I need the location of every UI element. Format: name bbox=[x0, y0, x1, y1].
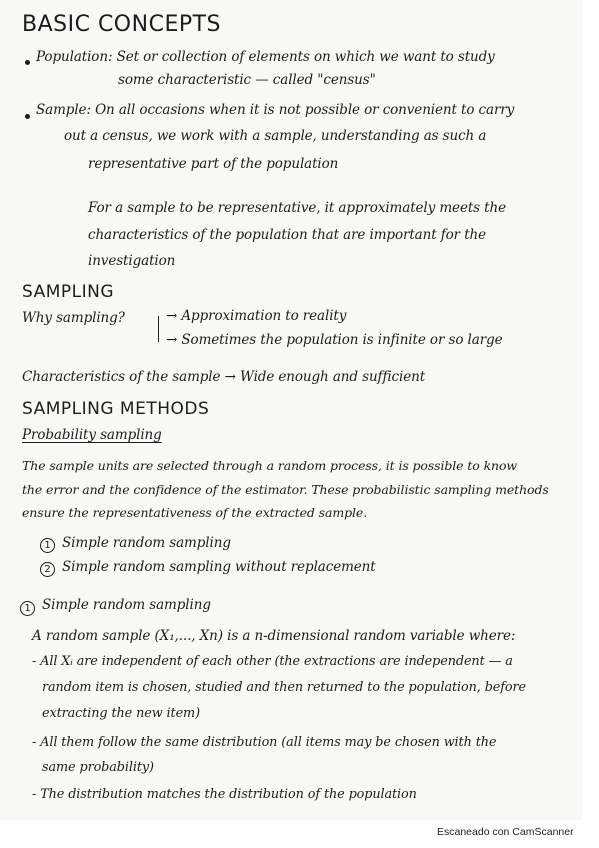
item-number-1: 1 bbox=[40, 538, 55, 553]
sample-note-3: investigation bbox=[88, 253, 176, 269]
srs-bullet-2a: - All them follow the same distribution (all items may be chosen with the bbox=[32, 735, 497, 750]
sample-note-2: characteristics of the population that are important for the bbox=[88, 227, 487, 243]
arrow-icon: → bbox=[166, 332, 182, 348]
srs-bullet-1b: random item is chosen, studied and then returned to the population, before bbox=[42, 680, 526, 695]
sample-definition-3: representative part of the population bbox=[88, 156, 339, 172]
probability-paragraph-2: the error and the confidence of the estimator. These probabilistic sampling methods bbox=[22, 482, 549, 497]
probability-paragraph-1: The sample units are selected through a random process, it is possible to know bbox=[22, 458, 518, 473]
population-definition-1: : Set or collection of elements on which we want to study bbox=[107, 49, 495, 65]
population-line-1 bbox=[36, 49, 495, 65]
why-sampling: Why sampling? bbox=[22, 310, 125, 326]
sampling-heading: SAMPLING bbox=[22, 282, 115, 302]
reason-2: → Sometimes the population is infinite or so large bbox=[166, 332, 503, 348]
method-item-1: Simple random sampling bbox=[62, 535, 231, 551]
probability-sampling-heading: Probability sampling bbox=[22, 427, 162, 443]
srs-bullet-3: - The distribution matches the distribution of the population bbox=[32, 787, 417, 802]
method-item-2: Simple random sampling without replacement bbox=[62, 559, 376, 575]
srs-heading: Simple random sampling bbox=[42, 597, 211, 613]
sample-line-1 bbox=[36, 102, 514, 118]
reasons-bracket bbox=[158, 316, 159, 342]
scanner-watermark: Escaneado con CamScanner bbox=[437, 826, 574, 838]
srs-definition: A random sample (X₁,..., Xn) is a n-dimensional random variable where: bbox=[32, 628, 516, 644]
sample-term: Sample bbox=[36, 102, 87, 118]
bullet-population bbox=[25, 60, 30, 65]
arrow-icon: → bbox=[220, 369, 241, 385]
sample-definition-2: out a census, we work with a sample, understanding as such a bbox=[64, 128, 487, 144]
srs-bullet-1c: extracting the new item) bbox=[42, 706, 200, 721]
population-term: Population bbox=[36, 49, 108, 65]
reason-1: → Approximation to reality bbox=[166, 308, 347, 324]
sample-definition-1: : On all occasions when it is not possible or convenient to carry bbox=[86, 102, 515, 118]
item-number-2: 2 bbox=[40, 562, 55, 577]
arrow-icon: → bbox=[166, 308, 182, 324]
page-title: BASIC CONCEPTS bbox=[22, 12, 222, 37]
bullet-sample bbox=[25, 114, 30, 119]
sample-characteristics: Characteristics of the sample → Wide enough and sufficient bbox=[22, 369, 426, 385]
sample-note-1: For a sample to be representative, it approximately meets the bbox=[88, 200, 506, 216]
sampling-methods-heading: SAMPLING METHODS bbox=[22, 399, 210, 419]
srs-bullet-1a: - All Xᵢ are independent of each other (the extractions are independent — a bbox=[32, 654, 513, 669]
srs-bullet-2b: same probability) bbox=[42, 760, 154, 775]
population-definition-2: some characteristic — called "census" bbox=[118, 72, 376, 88]
section-number-1: 1 bbox=[20, 601, 35, 616]
probability-paragraph-3: ensure the representativeness of the extracted sample. bbox=[22, 505, 368, 520]
